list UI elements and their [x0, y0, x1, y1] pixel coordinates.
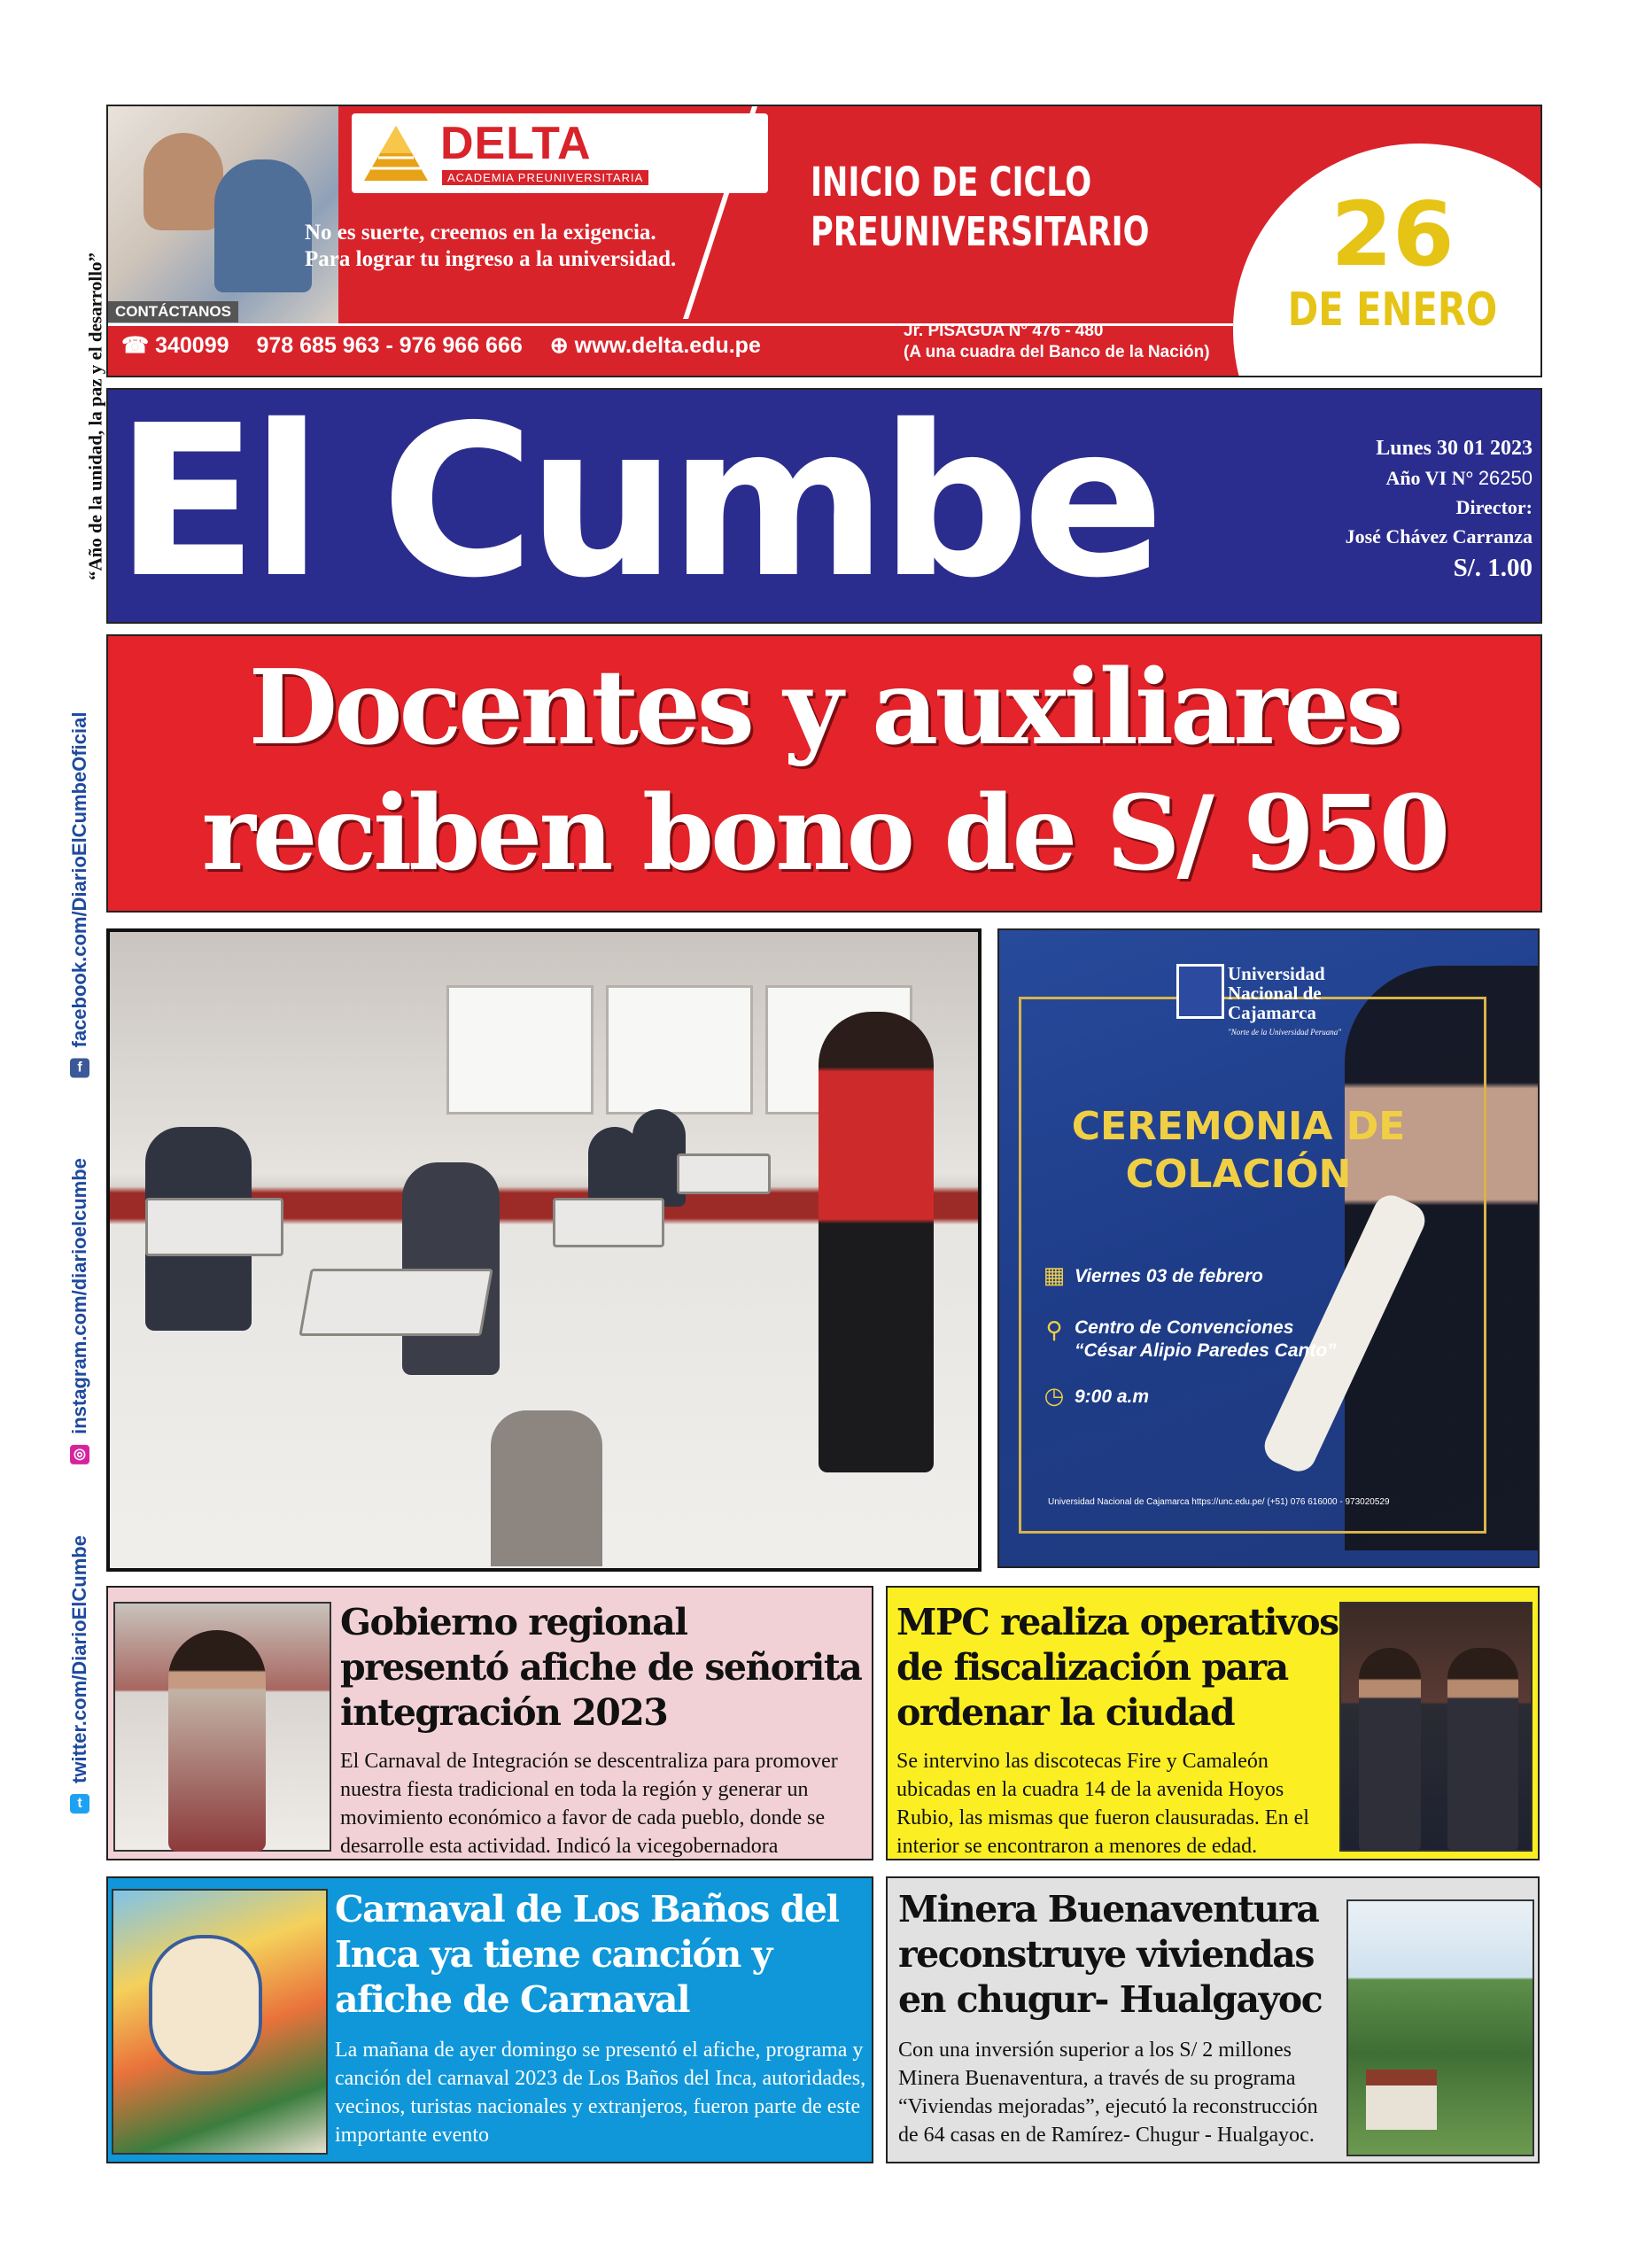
masthead-info: [1240, 434, 1532, 585]
instagram-link[interactable]: [68, 1158, 91, 1464]
delta-ad-banner[interactable]: [106, 105, 1542, 377]
twitter-url: twitter.com/DiarioElCumbe: [68, 1535, 90, 1783]
carnival-poster: [112, 1889, 328, 2155]
director-label: Director:: [1455, 496, 1532, 518]
ceremony-time: 9:00 a.m: [1075, 1386, 1150, 1407]
ad-address: [904, 321, 1210, 363]
clock-icon: ◷: [1044, 1383, 1065, 1409]
facebook-url: facebook.com/DiarioElCumbeOficial: [68, 711, 90, 1048]
delta-pyramid-logo: [361, 122, 431, 184]
issue-number: [1240, 463, 1532, 493]
university-name-3: Cajamarca: [1228, 1002, 1316, 1023]
ad-website-link[interactable]: www.delta.edu.pe: [574, 333, 761, 358]
instagram-url: instagram.com/diarioelcumbe: [68, 1158, 90, 1434]
classroom-photo: [106, 928, 982, 1572]
ad-tagline-2: Para lograr tu ingreso a la universidad.: [305, 247, 677, 271]
ceremony-title-2: COLACIÓN: [1125, 1152, 1352, 1197]
ceremony-venue: [1075, 1317, 1337, 1363]
story-body: La mañana de ayer domingo se presentó el afiche, programa y canción del carnaval 2023 de Los Baños del Inca, autoridades, vecinos, turistas nacionales y extranjeros, fueron parte de este importante evento: [335, 2039, 866, 2147]
ceremony-date: Viernes 03 de febrero: [1075, 1266, 1263, 1286]
story-carnaval-banos[interactable]: [106, 1876, 873, 2163]
inspection-photo: [1339, 1602, 1532, 1852]
year-label: Año VI N°: [1385, 467, 1474, 489]
speaker-photo: [113, 1602, 331, 1852]
main-headline[interactable]: [106, 634, 1542, 897]
twitter-link[interactable]: [68, 1535, 91, 1814]
issue-date: Lunes 30 01 2023: [1376, 437, 1532, 460]
ad-headline-1: INICIO DE CICLO: [811, 159, 1092, 206]
newspaper-title: El Cumbe: [115, 380, 1158, 624]
issue-value: 26250: [1478, 467, 1532, 489]
ad-headline-2: PREUNIVERSITARIO: [811, 208, 1150, 255]
story-body: Con una inversión superior a los S/ 2 millones Minera Buenaventura, a través de su programa “Viviendas mejoradas”, ejecutó la reconstrucción de 64 casas en de Ramírez- Chugur - Hualgayoc.: [898, 2039, 1318, 2147]
ceremony-title-1: CEREMONIA DE: [1071, 1104, 1406, 1149]
university-name-2: Nacional de: [1228, 983, 1322, 1004]
story-title: Gobierno regional presentó afiche de señorita integración 2023: [340, 1601, 862, 1734]
ceremony-poster: [997, 928, 1540, 1568]
ad-contact-line: [121, 332, 761, 359]
story-title: Carnaval de Los Baños del Inca ya tiene canción y afiche de Carnaval: [335, 1888, 839, 2021]
poster-footer: Universidad Nacional de Cajamarca https://unc.edu.pe/ (+51) 076 616000 - 973020529: [1048, 1497, 1390, 1507]
facebook-icon: f: [70, 1058, 89, 1077]
university-name: [1228, 964, 1325, 1022]
ad-headline: [811, 158, 1149, 257]
slogan-vertical: “Año de la unidad, la paz y el desarrollo”: [84, 252, 106, 581]
university-name-1: Universidad: [1228, 963, 1325, 984]
story-gobierno-regional[interactable]: [106, 1586, 873, 1860]
ceremony-venue-1: Centro de Convenciones: [1075, 1317, 1294, 1338]
phone-icon: ☎: [121, 333, 150, 358]
director-name: José Chávez Carranza: [1345, 525, 1532, 548]
village-photo: [1346, 1899, 1534, 2156]
ad-brand-sub: ACADEMIA PREUNIVERSITARIA: [442, 170, 648, 185]
issue-price: S/. 1.00: [1453, 554, 1532, 582]
story-title: MPC realiza operativos de fiscalización para ordenar la ciudad: [896, 1601, 1339, 1734]
headline-line-1: Docentes y auxiliares: [248, 648, 1401, 768]
location-pin-icon: ⚲: [1045, 1317, 1063, 1343]
story-body: Se intervino las discotecas Fire y Camaleón ubicadas en la cuadra 14 de la avenida Hoyos Rubio, las mismas que fueron clausuradas. En el interior se encontraron a menores de edad.: [896, 1750, 1309, 1858]
ad-date-month: DE ENERO: [1287, 284, 1498, 337]
ad-date: [1260, 183, 1525, 337]
unc-logo-icon: [1176, 964, 1224, 1019]
facebook-link[interactable]: [68, 712, 91, 1078]
ad-contact-label: CONTÁCTANOS: [108, 301, 238, 322]
ad-address-1: Jr. PISAGUA N° 476 - 480: [904, 322, 1104, 340]
ad-tagline: [305, 220, 676, 273]
ad-phones[interactable]: 978 685 963 - 976 966 666: [256, 333, 523, 358]
instagram-icon: ◎: [70, 1445, 89, 1464]
calendar-icon: ▦: [1043, 1262, 1066, 1288]
ceremony-title: [1035, 1103, 1442, 1199]
headline-line-2: reciben bono de S/ 950: [201, 773, 1447, 894]
ad-brand: DELTA: [440, 118, 592, 169]
story-body: El Carnaval de Integración se descentraliza para promover nuestra fiesta tradicional en toda la región y generar un movimiento económico a favor de cada pueblo, donde se desarrolle esta actividad. Indicó la vicegobernadora: [340, 1750, 838, 1858]
ad-students-photo: [108, 106, 338, 323]
story-mpc-operativos[interactable]: [886, 1586, 1540, 1860]
twitter-icon: t: [70, 1794, 89, 1814]
globe-icon: ⊕: [549, 333, 569, 358]
story-title: Minera Buenaventura reconstruye viviendas en chugur- Hualgayoc: [898, 1888, 1323, 2021]
university-motto: "Norte de la Universidad Peruana": [1228, 1028, 1342, 1037]
story-minera-buenaventura[interactable]: [886, 1876, 1540, 2163]
ad-date-day: 26: [1331, 183, 1455, 286]
ceremony-venue-2: “César Alipio Paredes Canto”: [1075, 1340, 1337, 1361]
ad-address-2: (A una cuadra del Banco de la Nación): [904, 343, 1210, 361]
ad-tagline-1: No es suerte, creemos en la exigencia.: [305, 221, 656, 245]
ad-phone-1[interactable]: 340099: [155, 333, 229, 358]
